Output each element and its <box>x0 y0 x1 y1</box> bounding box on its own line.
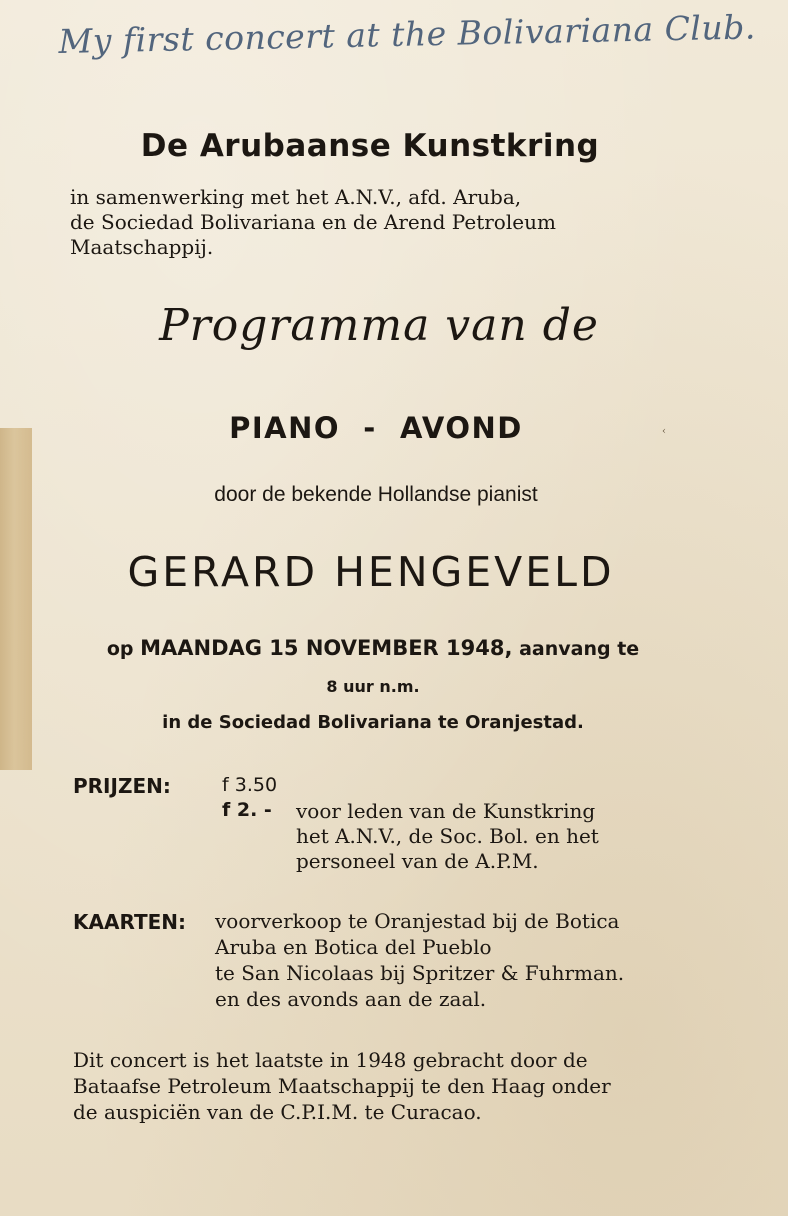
start-time: 8 uur n.m. <box>326 677 420 696</box>
tickets-line: en des avonds aan de zaal. <box>215 987 487 1011</box>
price-reduced-note <box>296 799 716 874</box>
collaboration-text <box>70 185 690 260</box>
event-title <box>0 411 752 445</box>
collaboration-line: de Sociedad Bolivariana en de Arend Petroleum <box>70 210 556 234</box>
margin-mark: ‹ <box>662 426 666 437</box>
closing-note <box>73 1047 713 1125</box>
venue-line: in de Sociedad Bolivariana te Oranjestad. <box>162 712 584 733</box>
collaboration-line: Maatschappij. <box>70 235 214 259</box>
date-day: MAANDAG 15 NOVEMBER 1948, <box>140 636 513 660</box>
price-note-line: het A.N.V., de Soc. Bol. en het <box>296 824 599 848</box>
closing-line: Bataafse Petroleum Maatschappij te den Haag onder <box>73 1074 611 1098</box>
tickets-label: KAARTEN: <box>73 910 186 934</box>
performer-name: GERARD HENGEVELD <box>127 548 615 596</box>
handwritten-note: My first concert at the Bolivariana Club. <box>58 7 757 61</box>
event-title-text: PIANO - AVOND <box>229 411 523 445</box>
prices-label: PRIJZEN: <box>73 774 171 798</box>
tickets-text <box>215 908 715 1012</box>
performer-intro: door de bekende Hollandse pianist <box>214 483 538 506</box>
price-full: f 3.50 <box>222 774 278 796</box>
price-note-line: voor leden van de Kunstkring <box>296 799 596 823</box>
date-prefix: op <box>106 638 134 660</box>
price-reduced: f 2. - <box>222 799 272 821</box>
date-suffix: aanvang te <box>519 638 640 660</box>
tickets-line: voorverkoop te Oranjestad bij de Botica <box>215 909 620 933</box>
closing-line: Dit concert is het laatste in 1948 gebracht door de <box>73 1048 588 1072</box>
programma-script-heading: Programma van de <box>159 300 599 351</box>
price-note-line: personeel van de A.P.M. <box>296 849 539 873</box>
organizer-heading: De Arubaanse Kunstkring <box>140 128 600 164</box>
tickets-line: te San Nicolaas bij Spritzer & Fuhrman. <box>215 961 625 985</box>
collaboration-line: in samenwerking met het A.N.V., afd. Aruba, <box>70 185 522 209</box>
tickets-line: Aruba en Botica del Pueblo <box>215 935 492 959</box>
closing-line: de auspiciën van de C.P.I.M. te Curacao. <box>73 1100 482 1124</box>
date-line <box>0 636 746 660</box>
